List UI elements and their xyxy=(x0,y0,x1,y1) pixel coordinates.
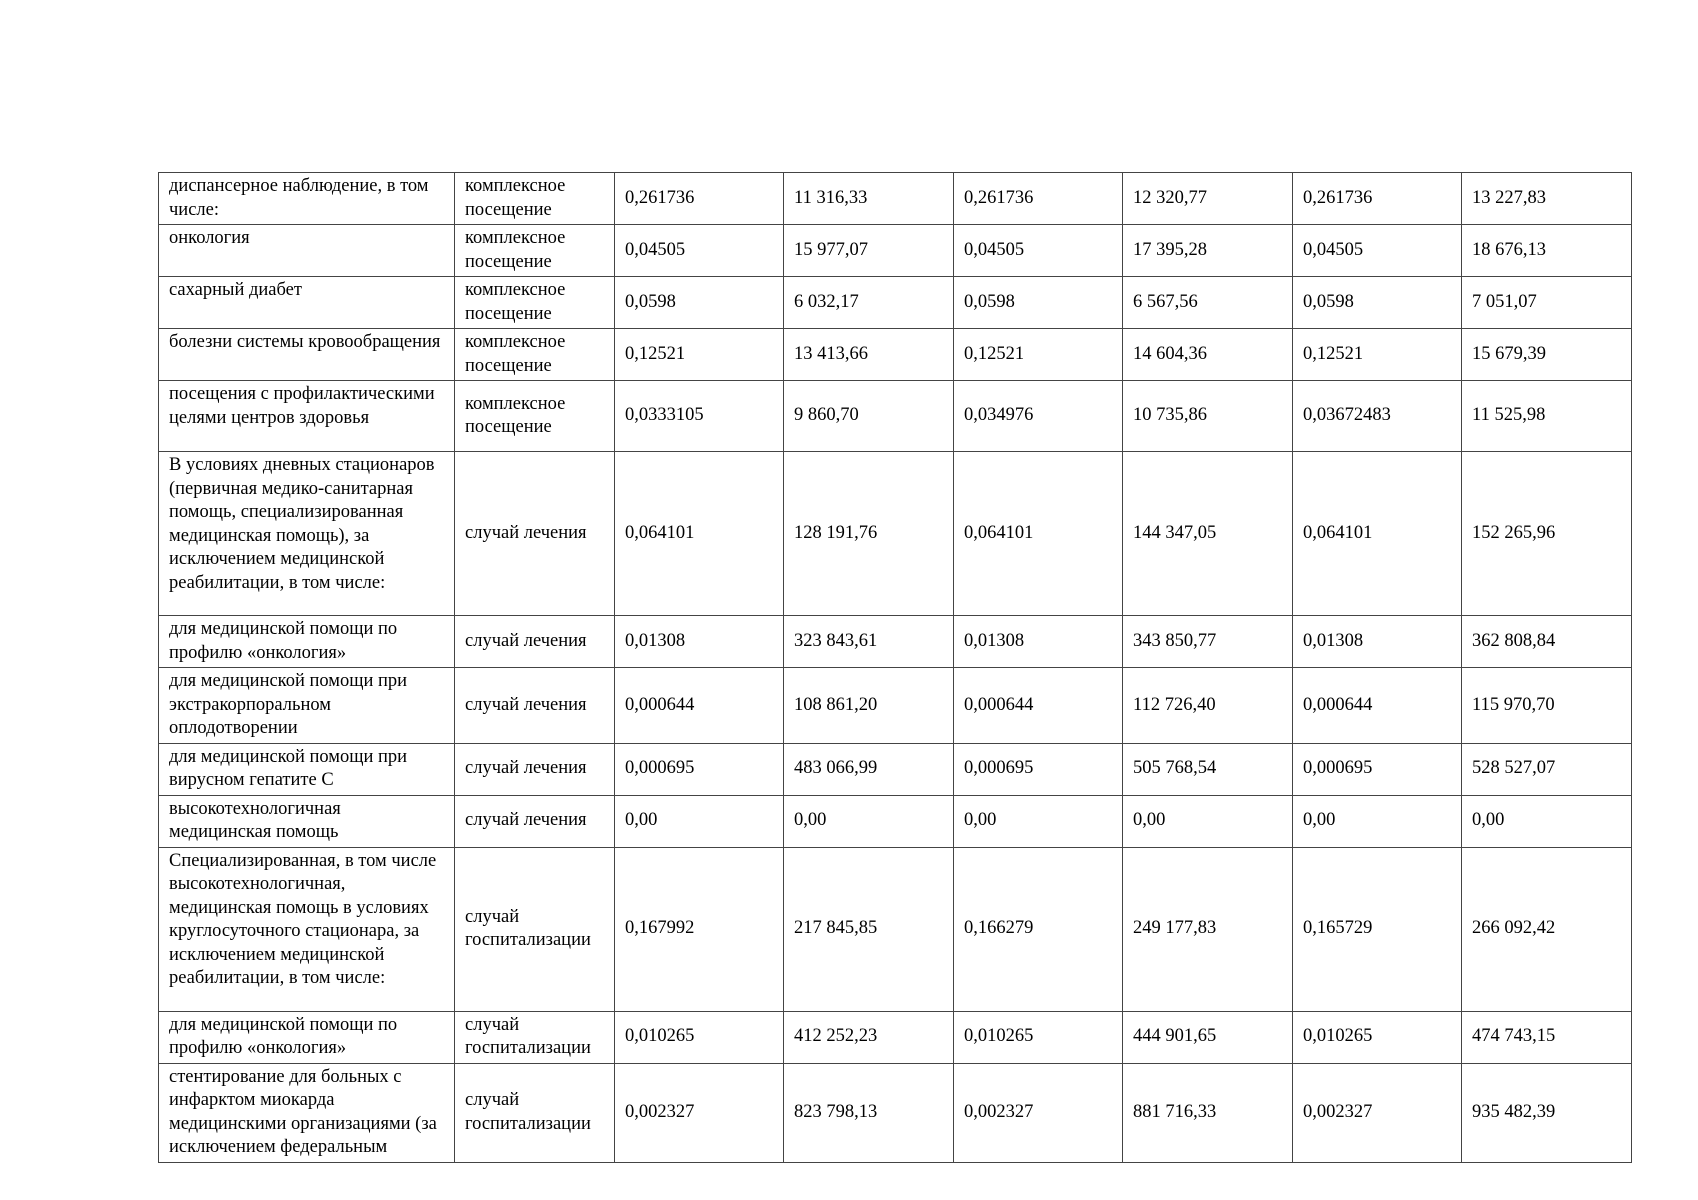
row-value-4: 444 901,65 xyxy=(1123,1011,1293,1063)
row-value-5: 0,000695 xyxy=(1293,743,1462,795)
row-value-2: 11 316,33 xyxy=(784,173,954,225)
row-value-5: 0,0598 xyxy=(1293,277,1462,329)
row-value-1: 0,12521 xyxy=(615,329,784,381)
row-value-2: 412 252,23 xyxy=(784,1011,954,1063)
row-name: для медицинской помощи при экстракорпоральном оплодотворении xyxy=(159,668,455,744)
row-value-3: 0,010265 xyxy=(954,1011,1123,1063)
row-value-1: 0,064101 xyxy=(615,452,784,616)
row-value-3: 0,0598 xyxy=(954,277,1123,329)
row-value-4: 10 735,86 xyxy=(1123,381,1293,452)
row-value-1: 0,04505 xyxy=(615,225,784,277)
row-value-6: 13 227,83 xyxy=(1462,173,1632,225)
row-value-1: 0,261736 xyxy=(615,173,784,225)
row-value-3: 0,01308 xyxy=(954,616,1123,668)
row-name: болезни системы кровообращения xyxy=(159,329,455,381)
row-value-5: 0,04505 xyxy=(1293,225,1462,277)
row-name: Специализированная, в том числе высокотехнологичная, медицинская помощь в условиях круглосуточного стационара, за исключением медицинской реабилитации, в том числе: xyxy=(159,847,455,1011)
row-value-5: 0,002327 xyxy=(1293,1063,1462,1162)
table-row xyxy=(159,616,1632,668)
row-name: для медицинской помощи по профилю «онкология» xyxy=(159,616,455,668)
row-value-1: 0,0598 xyxy=(615,277,784,329)
row-value-2: 217 845,85 xyxy=(784,847,954,1011)
row-name: стентирование для больных с инфарктом миокарда медицинскими организациями (за исключением федеральным xyxy=(159,1063,455,1162)
row-value-1: 0,000644 xyxy=(615,668,784,744)
row-value-3: 0,002327 xyxy=(954,1063,1123,1162)
row-value-6: 0,00 xyxy=(1462,795,1632,847)
row-unit: случай госпитализации xyxy=(455,1063,615,1162)
row-unit: комплексное посещение xyxy=(455,225,615,277)
row-value-5: 0,165729 xyxy=(1293,847,1462,1011)
row-value-4: 17 395,28 xyxy=(1123,225,1293,277)
row-value-5: 0,12521 xyxy=(1293,329,1462,381)
row-value-6: 474 743,15 xyxy=(1462,1011,1632,1063)
row-value-3: 0,12521 xyxy=(954,329,1123,381)
row-unit: комплексное посещение xyxy=(455,277,615,329)
row-unit: случай лечения xyxy=(455,795,615,847)
row-value-3: 0,00 xyxy=(954,795,1123,847)
row-value-1: 0,002327 xyxy=(615,1063,784,1162)
row-value-2: 483 066,99 xyxy=(784,743,954,795)
row-value-5: 0,01308 xyxy=(1293,616,1462,668)
row-value-4: 6 567,56 xyxy=(1123,277,1293,329)
row-unit: комплексное посещение xyxy=(455,329,615,381)
row-value-3: 0,064101 xyxy=(954,452,1123,616)
row-value-3: 0,034976 xyxy=(954,381,1123,452)
row-value-5: 0,010265 xyxy=(1293,1011,1462,1063)
table-row xyxy=(159,329,1632,381)
row-value-6: 18 676,13 xyxy=(1462,225,1632,277)
row-value-6: 935 482,39 xyxy=(1462,1063,1632,1162)
row-value-4: 881 716,33 xyxy=(1123,1063,1293,1162)
row-value-2: 13 413,66 xyxy=(784,329,954,381)
row-unit: случай госпитализации xyxy=(455,847,615,1011)
row-value-3: 0,166279 xyxy=(954,847,1123,1011)
row-name: диспансерное наблюдение, в том числе: xyxy=(159,173,455,225)
row-value-4: 0,00 xyxy=(1123,795,1293,847)
row-value-3: 0,04505 xyxy=(954,225,1123,277)
row-value-4: 14 604,36 xyxy=(1123,329,1293,381)
table-row xyxy=(159,668,1632,744)
row-value-2: 9 860,70 xyxy=(784,381,954,452)
row-value-3: 0,000644 xyxy=(954,668,1123,744)
row-name: для медицинской помощи при вирусном гепатите С xyxy=(159,743,455,795)
row-value-6: 362 808,84 xyxy=(1462,616,1632,668)
row-value-3: 0,261736 xyxy=(954,173,1123,225)
row-value-1: 0,00 xyxy=(615,795,784,847)
row-value-1: 0,010265 xyxy=(615,1011,784,1063)
row-value-5: 0,00 xyxy=(1293,795,1462,847)
row-value-2: 128 191,76 xyxy=(784,452,954,616)
table-row xyxy=(159,381,1632,452)
table-row xyxy=(159,847,1632,1011)
row-value-5: 0,000644 xyxy=(1293,668,1462,744)
row-value-4: 505 768,54 xyxy=(1123,743,1293,795)
table-row xyxy=(159,173,1632,225)
row-name: В условиях дневных стационаров (первичная медико-санитарная помощь, специализированная медицинская помощь), за исключением медицинской реабилитации, в том числе: xyxy=(159,452,455,616)
row-unit: комплексное посещение xyxy=(455,173,615,225)
row-value-6: 7 051,07 xyxy=(1462,277,1632,329)
row-value-2: 6 032,17 xyxy=(784,277,954,329)
row-name: для медицинской помощи по профилю «онкология» xyxy=(159,1011,455,1063)
row-value-5: 0,261736 xyxy=(1293,173,1462,225)
row-value-4: 343 850,77 xyxy=(1123,616,1293,668)
row-value-6: 115 970,70 xyxy=(1462,668,1632,744)
table-row xyxy=(159,452,1632,616)
row-value-6: 528 527,07 xyxy=(1462,743,1632,795)
row-unit: случай госпитализации xyxy=(455,1011,615,1063)
row-value-2: 823 798,13 xyxy=(784,1063,954,1162)
tariff-table xyxy=(158,172,1632,1163)
row-value-2: 108 861,20 xyxy=(784,668,954,744)
row-value-4: 12 320,77 xyxy=(1123,173,1293,225)
row-value-1: 0,01308 xyxy=(615,616,784,668)
row-value-4: 144 347,05 xyxy=(1123,452,1293,616)
row-unit: случай лечения xyxy=(455,616,615,668)
table-row xyxy=(159,795,1632,847)
row-value-4: 249 177,83 xyxy=(1123,847,1293,1011)
row-value-5: 0,064101 xyxy=(1293,452,1462,616)
row-value-6: 152 265,96 xyxy=(1462,452,1632,616)
row-name: высокотехнологичная медицинская помощь xyxy=(159,795,455,847)
row-value-1: 0,0333105 xyxy=(615,381,784,452)
row-name: онкология xyxy=(159,225,455,277)
row-name: посещения с профилактическими целями центров здоровья xyxy=(159,381,455,452)
table-row xyxy=(159,1011,1632,1063)
row-value-1: 0,000695 xyxy=(615,743,784,795)
row-value-2: 15 977,07 xyxy=(784,225,954,277)
row-value-1: 0,167992 xyxy=(615,847,784,1011)
row-value-2: 0,00 xyxy=(784,795,954,847)
row-value-6: 266 092,42 xyxy=(1462,847,1632,1011)
table-row xyxy=(159,1063,1632,1162)
row-unit: комплексное посещение xyxy=(455,381,615,452)
row-unit: случай лечения xyxy=(455,743,615,795)
row-value-2: 323 843,61 xyxy=(784,616,954,668)
row-unit: случай лечения xyxy=(455,452,615,616)
table-row xyxy=(159,277,1632,329)
row-name: сахарный диабет xyxy=(159,277,455,329)
row-value-4: 112 726,40 xyxy=(1123,668,1293,744)
row-value-6: 15 679,39 xyxy=(1462,329,1632,381)
row-value-3: 0,000695 xyxy=(954,743,1123,795)
table-row xyxy=(159,225,1632,277)
row-unit: случай лечения xyxy=(455,668,615,744)
table-row xyxy=(159,743,1632,795)
row-value-6: 11 525,98 xyxy=(1462,381,1632,452)
row-value-5: 0,03672483 xyxy=(1293,381,1462,452)
